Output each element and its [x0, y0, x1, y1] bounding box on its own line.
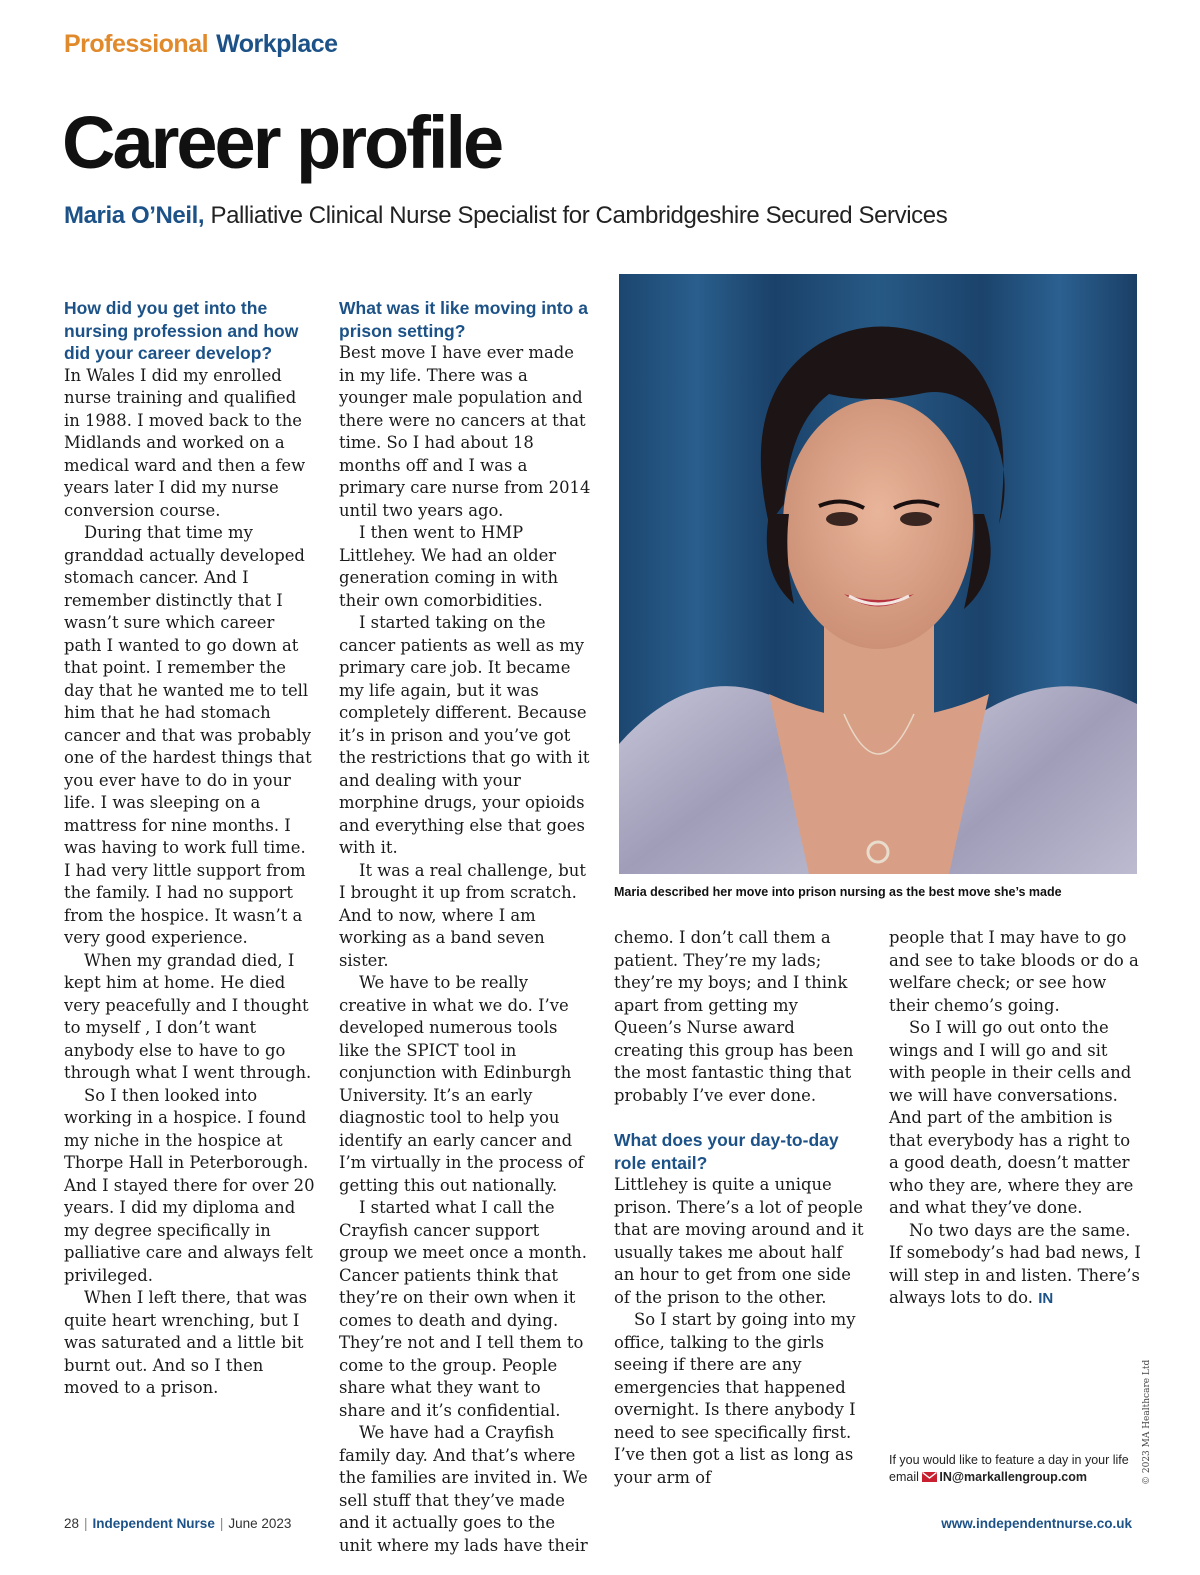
paragraph	[889, 1220, 1141, 1311]
paragraph: When I left there, that was quite heart wrenching, but I was saturated and a little bit burnt out. And so I then moved to a prison.	[64, 1288, 308, 1397]
publication-name-first: Independent	[92, 1516, 173, 1531]
section-label: Professional	[64, 30, 209, 58]
subtitle	[64, 202, 947, 230]
feature-note	[889, 1452, 1139, 1486]
subsection-label: Workplace	[216, 30, 338, 58]
publication-name-second: Nurse	[176, 1516, 215, 1531]
photo-caption: Maria described her move into prison nursing as the best move she’s made	[614, 885, 1062, 899]
paragraph: I started taking on the cancer patients as well as my primary care job. It became my life again, but it was completely different. Because it’s in prison and you’ve got the restrictions that go with it and dealing with your morphine drugs, your opioids and everything else that goes with it.	[339, 613, 590, 857]
paragraph: We have had a Crayfish family day. And that’s where the families are invited in. We sell stuff that they’ve made and it actually goes to the unit where my lads have their	[339, 1423, 588, 1555]
page-number: 28	[64, 1516, 80, 1531]
paragraph: So I will go out onto the wings and I will go and sit with people in their cells and we will have conversations. And part of the ambition is that everybody has a right to a good death, doesn’t matter who they are, where they are and what they’ve done.	[889, 1018, 1134, 1217]
footer-separator: |	[84, 1516, 88, 1531]
mail-icon	[922, 1472, 937, 1482]
end-mark: IN	[1038, 1290, 1054, 1307]
paragraph: chemo. I don’t call them a patient. They’re my lads; they’re my boys; and I think apart from getting my Queen’s Nurse award creating this group has been the most fantastic thing that probably I’ve ever done.	[614, 928, 854, 1105]
paragraph: I then went to HMP Littlehey. We had an older generation coming in with their own comorbidities.	[339, 523, 559, 610]
profile-name: Maria O’Neil,	[64, 202, 205, 229]
paragraph-text: No two days are the same. If somebody’s had bad news, I will step in and listen. There’s always lots to do.	[889, 1220, 1141, 1307]
paragraph: So I then looked into working in a hospice. I found my niche in the hospice at Thorpe Hall in Peterborough. And I stayed there for over 20 years. I did my diploma and my degree specifically in palliative care and always felt privileged.	[64, 1085, 315, 1285]
website-link[interactable]: www.independentnurse.co.uk	[941, 1516, 1132, 1531]
question-heading: How did you get into the nursing profession and how did your career develop?	[64, 298, 299, 363]
section-header	[64, 30, 338, 59]
paragraph: When my grandad died, I kept him at home. He died very peacefully and I thought to myself , I don’t want anybody else to have to go through what I went through.	[64, 950, 312, 1082]
column-2	[339, 297, 591, 1557]
feature-note-text: If you would like to feature a day in your life	[889, 1453, 1129, 1467]
column-4	[889, 927, 1141, 1311]
paragraph: During that time my granddad actually developed stomach cancer. And I remember distinctly that I wasn’t sure which career path I wanted to go down at that point. I remember the day that he wanted me to tell him that he had stomach cancer and that was probably one of the hardest things that you ever have to do in your life. I was sleeping on a mattress for nine months. I was having to work full time. I had very little support from the family. I had no support from the hospice. It wasn’t a very good experience.	[64, 523, 312, 947]
portrait-illustration	[619, 274, 1137, 874]
column-3	[614, 927, 866, 1489]
profile-role: Palliative Clinical Nurse Specialist for Cambridgeshire Secured Services	[210, 202, 948, 229]
footer-separator: |	[219, 1516, 224, 1531]
paragraph: I started what I call the Crayfish cancer support group we meet once a month. Cancer patients think that they’re on their own when it comes to death and dying. They’re not and I tell them to come to the group. People share what they want to share and it’s confidential.	[339, 1198, 587, 1420]
paragraph: We have to be really creative in what we do. I’ve developed numerous tools like the SPICT tool in conjunction with Edinburgh University. It’s an early diagnostic tool to help you identify an early cancer and I’m virtually in the process of getting this out nationally.	[339, 973, 584, 1195]
feature-note-prefix: email	[889, 1470, 919, 1484]
paragraph: In Wales I did my enrolled nurse training and qualified in 1988. I moved back to the Midlands and worked on a medical ward and then a few years later I did my nurse conversion course.	[64, 365, 306, 520]
footer-left	[64, 1516, 291, 1531]
paragraph: Best move I have ever made in my life. There was a younger male population and there were no cancers at that time. So I had about 18 months off and I was a primary care nurse from 2014 until two years ago.	[339, 343, 591, 520]
paragraph: Littlehey is quite a unique prison. There’s a lot of people that are moving around and it usually takes me about half an hour to get from one side of the prison to the other.	[614, 1175, 864, 1307]
page-title: Career profile	[62, 101, 502, 184]
paragraph: So I start by going into my office, talking to the girls seeing if there are any emergencies that happened overnight. Is there anybody I need to see specifically first. I’ve then got a list as long as your arm of	[614, 1310, 856, 1487]
profile-photo	[619, 274, 1137, 874]
email-link[interactable]: IN@markallengroup.com	[939, 1470, 1087, 1484]
paragraph: It was a real challenge, but I brought it up from scratch. And to now, where I am working as a band seven sister.	[339, 860, 586, 970]
copyright-notice: © 2023 MA Healthcare Ltd	[1142, 1359, 1152, 1485]
paragraph: people that I may have to go and see to take bloods or do a welfare check; or see how their chemo’s going.	[889, 928, 1139, 1015]
column-1	[64, 297, 316, 1400]
question-heading: What was it like moving into a prison setting?	[339, 298, 588, 341]
question-heading: What does your day-to-day role entail?	[614, 1130, 839, 1173]
issue-date: June 2023	[228, 1516, 292, 1531]
